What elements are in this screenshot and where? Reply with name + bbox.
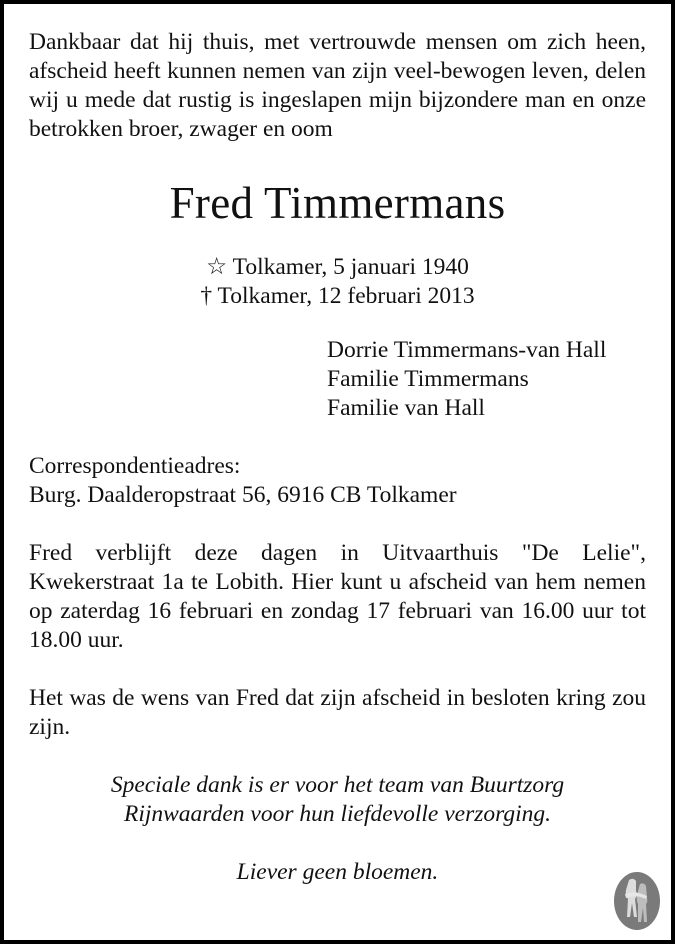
star-icon: ☆ bbox=[206, 254, 228, 280]
visitation-paragraph: Fred verblijft deze dagen in Uitvaarthuis "De Lelie", Kwekerstraat 1a te Lobith. Hier kunt u afscheid van hem nemen op zaterdag 16 februari en zondag 17 februari van 16.00 uur tot 18.00 uur. bbox=[29, 540, 646, 653]
intro-paragraph: Dankbaar dat hij thuis, met vertrouwde mensen om zich heen, afscheid heeft kunnen nemen van zijn veel-bewogen leven, delen wij u mede dat rustig is ingeslapen mijn bijzondere man en onze betrokken broer, zwager en oom bbox=[29, 29, 646, 142]
death-text: Tolkamer, 12 februari 2013 bbox=[217, 283, 475, 309]
family-member: Dorrie Timmermans-van Hall bbox=[327, 337, 607, 363]
thanks-line: Rijnwaarden voor hun liefdevolle verzorging. bbox=[123, 801, 552, 827]
birth-line bbox=[29, 253, 646, 282]
family-signatures bbox=[29, 336, 646, 423]
thanks-line: Speciale dank is er voor het team van Buurtzorg bbox=[110, 772, 565, 798]
cross-icon: † bbox=[200, 283, 213, 309]
family-member: Familie Timmermans bbox=[327, 366, 529, 392]
family-member: Familie van Hall bbox=[327, 395, 485, 421]
correspondence-address-text: Burg. Daalderopstraat 56, 6916 CB Tolkamer bbox=[29, 482, 457, 508]
no-flowers-note: Liever geen bloemen. bbox=[236, 859, 439, 885]
death-line bbox=[29, 282, 646, 311]
correspondence-address bbox=[29, 452, 646, 510]
birth-text: Tolkamer, 5 januari 1940 bbox=[232, 254, 469, 280]
embracing-couple-logo-icon bbox=[613, 870, 661, 932]
life-dates bbox=[29, 253, 646, 311]
correspondence-label: Correspondentieadres: bbox=[29, 453, 241, 479]
wish-paragraph: Het was de wens van Fred dat zijn afscheid in besloten kring zou zijn. bbox=[29, 685, 646, 740]
thanks-note bbox=[29, 771, 646, 829]
deceased-name: Fred Timmermans bbox=[169, 178, 506, 228]
